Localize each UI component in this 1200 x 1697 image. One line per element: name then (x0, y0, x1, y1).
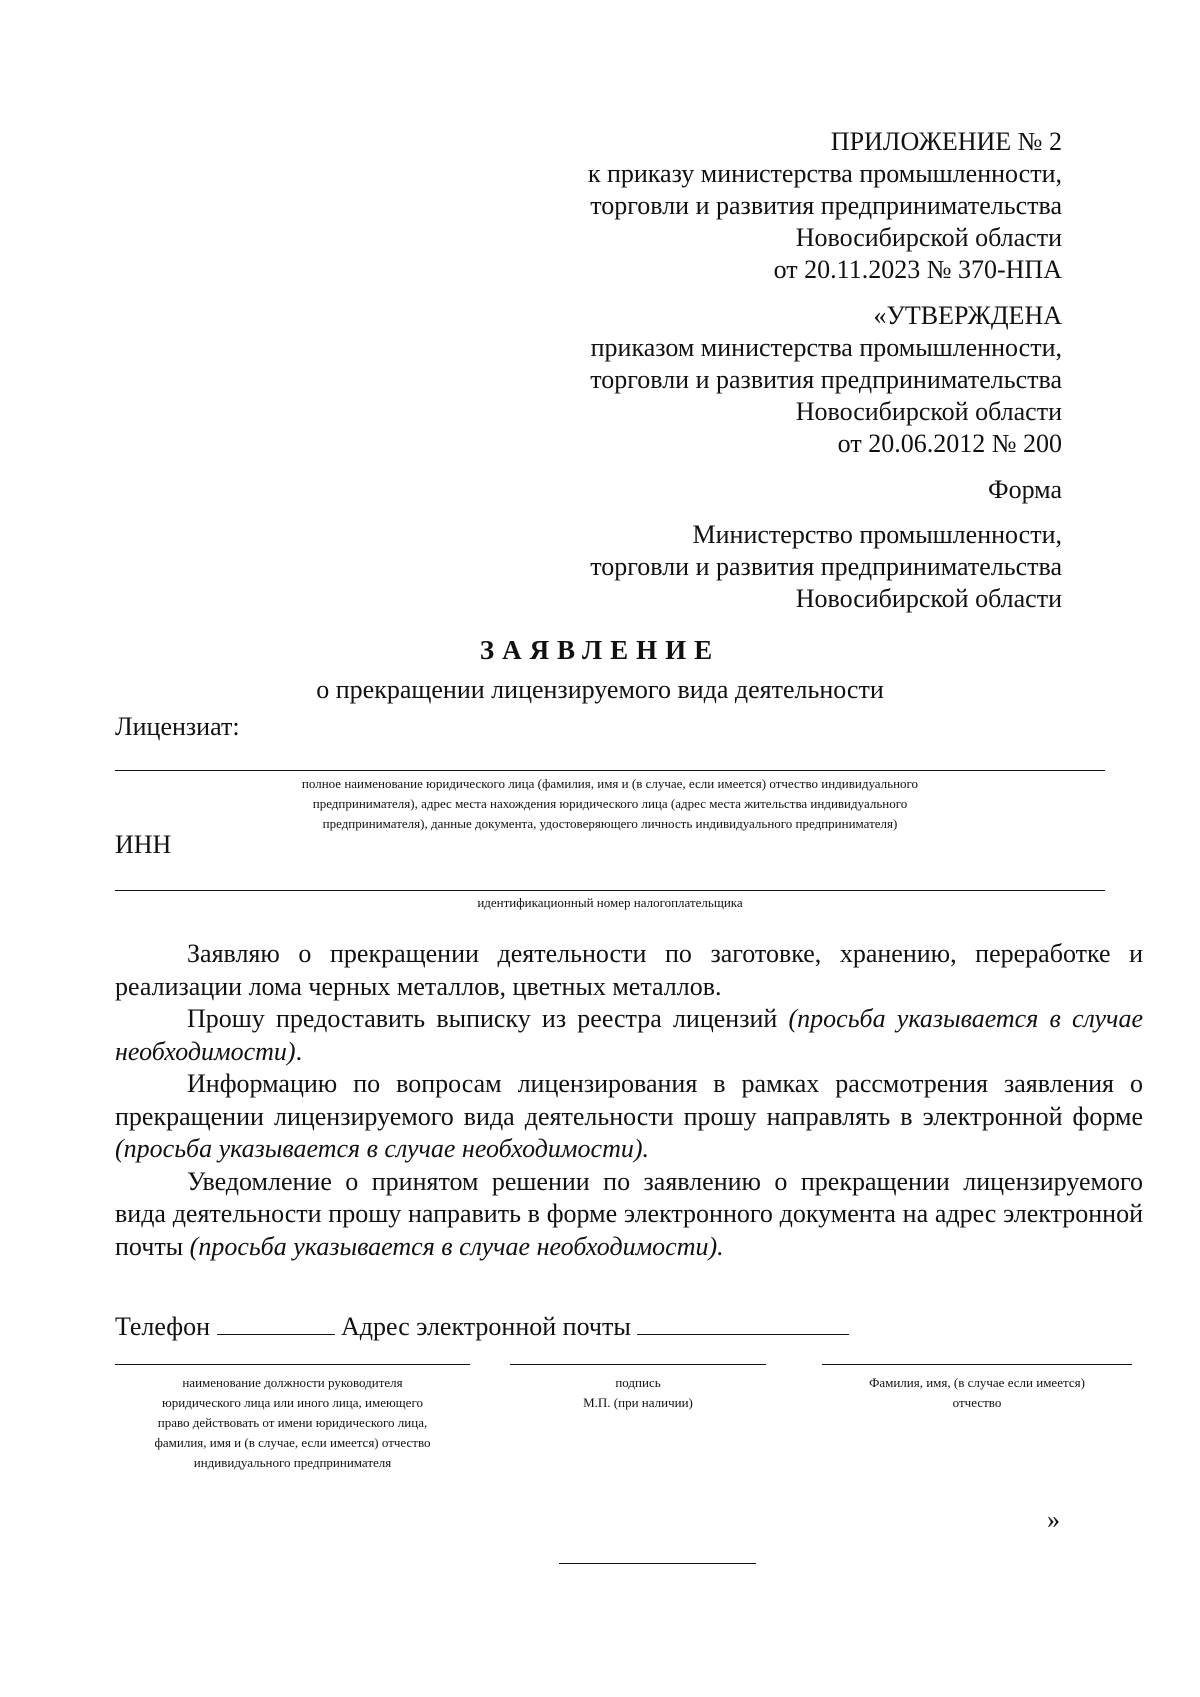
position-caption-line: фамилия, имя и (в случае, если имеется) отчество (154, 1435, 431, 1450)
sign-caption-line: М.П. (при наличии) (583, 1395, 693, 1410)
licensee-fill-line[interactable] (115, 770, 1105, 771)
email-field[interactable] (637, 1310, 849, 1335)
name-column (822, 1364, 1132, 1413)
body-note: (просьба указывается в случае необходимости) (115, 1004, 1143, 1066)
addressee-line: Новосибирской области (795, 584, 1062, 613)
contact-line (115, 1310, 849, 1343)
appendix-block (588, 126, 1062, 286)
approved-line: торговли и развития предпринимательства (590, 365, 1062, 394)
position-signature-column (115, 1364, 470, 1473)
phone-label: Телефон (115, 1312, 211, 1341)
approved-line: «УТВЕРЖДЕНА (873, 301, 1062, 330)
inn-fill-line[interactable] (115, 890, 1105, 891)
sign-column (510, 1364, 766, 1413)
position-caption-line: юридического лица или иного лица, имеющего (162, 1395, 423, 1410)
body-text: . (295, 1036, 303, 1066)
body-paragraph (115, 1003, 1143, 1068)
position-fill-line[interactable] (115, 1364, 470, 1365)
position-caption-line: индивидуального предпринимателя (193, 1455, 392, 1470)
licensee-caption-line: предпринимателя), данные документа, удостоверяющего личность индивидуального предпринимателя) (322, 816, 898, 831)
appendix-line: ПРИЛОЖЕНИЕ № 2 (830, 127, 1062, 156)
sign-caption-line: подпись (615, 1375, 661, 1390)
sign-fill-line[interactable] (510, 1364, 766, 1365)
appendix-line: от 20.11.2023 № 370-НПА (773, 255, 1062, 284)
licensee-caption-line: полное наименование юридического лица (фамилия, имя и (в случае, если имеется) отчество индивидуального (301, 776, 919, 791)
body-text: Прошу предоставить выписку из реестра лицензий (187, 1004, 789, 1033)
addressee-line: торговли и развития предпринимательства (590, 552, 1062, 581)
addressee-line: Министерство промышленности, (692, 520, 1062, 549)
document-title: ЗАЯВЛЕНИЕ (479, 635, 721, 665)
body-paragraph (115, 938, 1143, 1003)
inn-caption: идентификационный номер налогоплательщика (477, 895, 743, 910)
approved-block (590, 300, 1062, 460)
name-caption (822, 1373, 1132, 1413)
body-text: Уведомление о принятом решении по заявлению о прекращении лицензируемого вида деятельности прошу направить в форме электронного документа на адрес электронной почты (115, 1166, 1143, 1261)
body-text: Заявляю о прекращении деятельности по заготовке, хранению, переработке и реализации лома черных металлов, цветных металлов. (115, 939, 1143, 1001)
licensee-caption (115, 774, 1105, 834)
inn-label: ИНН (115, 830, 172, 859)
name-fill-line[interactable] (822, 1364, 1132, 1365)
licensee-label: Лицензиат: (115, 712, 240, 741)
email-label: Адрес электронной почты (341, 1312, 631, 1341)
name-caption-line: отчество (952, 1395, 1002, 1410)
phone-field[interactable] (217, 1310, 335, 1335)
licensee-caption-line: предпринимателя), адрес места нахождения юридического лица (адрес места жительства индивидуального (312, 796, 908, 811)
body-note: (просьба указывается в случае необходимости). (115, 1134, 650, 1163)
appendix-line: Новосибирской области (795, 223, 1062, 252)
position-caption-line: наименование должности руководителя (182, 1375, 403, 1390)
approved-line: Новосибирской области (795, 397, 1062, 426)
form-label-block (988, 474, 1062, 506)
position-caption-line: право действовать от имени юридического лица, (157, 1415, 428, 1430)
document-subtitle: о прекращении лицензируемого вида деятельности (316, 675, 884, 704)
position-caption (115, 1373, 470, 1473)
body-note: (просьба указывается в случае необходимости). (189, 1231, 724, 1261)
form-label: Форма (988, 475, 1062, 504)
approved-line: приказом министерства промышленности, (590, 333, 1062, 362)
end-separator-line (559, 1563, 756, 1564)
sign-caption (510, 1373, 766, 1413)
name-caption-line: Фамилия, имя, (в случае если имеется) (869, 1375, 1085, 1390)
application-body (115, 938, 1143, 1263)
body-paragraph (115, 1068, 1143, 1166)
closing-quote: » (1047, 1505, 1060, 1534)
appendix-line: торговли и развития предпринимательства (590, 191, 1062, 220)
body-text: Информацию по вопросам лицензирования в рамках рассмотрения заявления о прекращении лицензируемого вида деятельности прошу направлять в электронной форме (115, 1069, 1143, 1131)
appendix-line: к приказу министерства промышленности, (587, 159, 1062, 188)
body-paragraph (115, 1166, 1143, 1264)
addressee-block (590, 519, 1062, 615)
approved-line: от 20.06.2012 № 200 (837, 429, 1062, 458)
